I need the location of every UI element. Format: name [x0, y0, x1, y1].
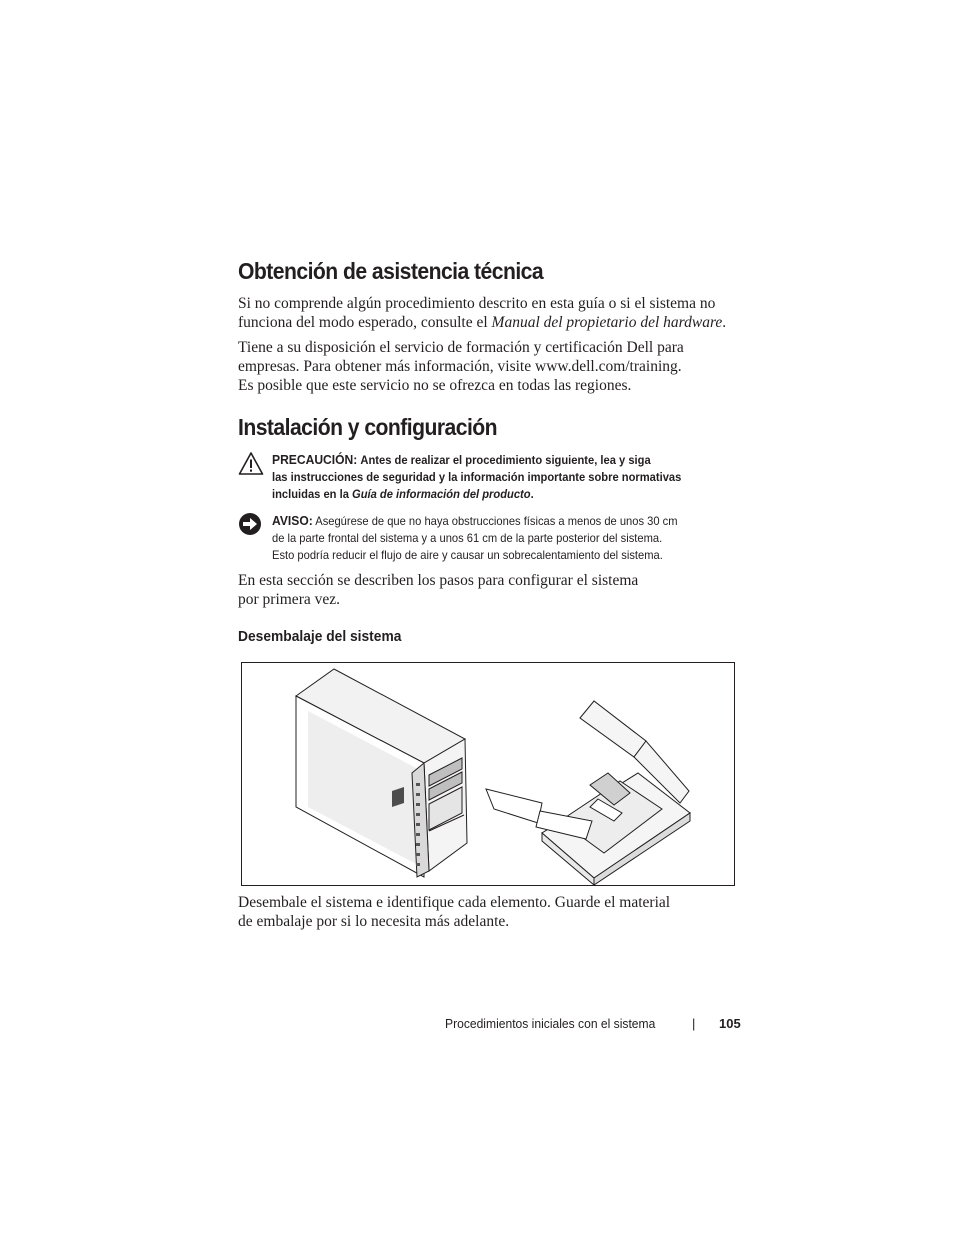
paragraph-desembalaje	[238, 893, 670, 931]
text-line	[238, 313, 726, 332]
unpacking-illustration	[242, 663, 734, 885]
text-fragment: .	[722, 314, 727, 331]
text-fragment: .	[677, 358, 682, 375]
footer-page-number: 105	[719, 1016, 741, 1031]
text-line	[272, 451, 681, 469]
section-title-asistencia: Obtención de asistencia técnica	[238, 258, 544, 284]
caution-note	[238, 451, 738, 505]
text-fragment: empresas. Para obtener más información, visite	[238, 358, 535, 375]
paragraph-intro	[238, 571, 638, 609]
text-fragment: funciona del modo esperado, consulte el	[238, 314, 492, 331]
notice-label: AVISO:	[272, 513, 313, 528]
section-title-instalacion: Instalación y configuración	[238, 414, 498, 440]
notice-arrow-icon	[238, 512, 264, 538]
subsection-title-desembalaje: Desembalaje del sistema	[238, 628, 402, 645]
text-line: Es posible que este servicio no se ofrezca en todas las regiones.	[238, 377, 632, 394]
text-fragment: Asegúrese de que no haya obstrucciones físicas a menos de unos 30 cm	[315, 514, 678, 528]
text-line: Si no comprende algún procedimiento descrito en esta guía o si el sistema no	[238, 295, 716, 312]
text-line: Tiene a su disposición el servicio de formación y certificación Dell para	[238, 339, 684, 356]
text-line: Esto podría reducir el flujo de aire y causar un sobrecalentamiento del sistema.	[272, 548, 663, 562]
text-line: por primera vez.	[238, 591, 340, 608]
tower-server-illustration	[296, 669, 467, 877]
caution-text	[272, 451, 712, 503]
text-line: Desembale el sistema e identifique cada elemento. Guarde el material	[238, 894, 671, 911]
text-fragment: .	[530, 487, 534, 501]
text-fragment: las instrucciones de seguridad y la información importante sobre normativas	[272, 470, 682, 484]
text-line: de embalaje por si lo necesita más adelante.	[238, 913, 510, 930]
training-url[interactable]: www.dell.com/training	[535, 358, 678, 375]
notice-text	[272, 512, 708, 564]
text-line	[272, 486, 681, 503]
open-box-illustration	[486, 701, 690, 885]
text-line	[238, 357, 684, 376]
footer-separator: |	[692, 1016, 696, 1031]
footer-running-title: Procedimientos iniciales con el sistema	[445, 1016, 656, 1031]
text-line: En esta sección se describen los pasos para configurar el sistema	[238, 572, 639, 589]
manual-title: Manual del propietario del hardware	[491, 314, 723, 331]
text-fragment: Antes de realizar el procedimiento siguiente, lea y siga	[360, 453, 651, 467]
text-line	[272, 469, 681, 486]
paragraph-asistencia-1	[238, 294, 726, 332]
paragraph-asistencia-2	[238, 338, 684, 395]
text-fragment: incluidas en la	[272, 487, 353, 501]
warning-triangle-icon	[238, 451, 264, 477]
notice-note	[238, 512, 738, 566]
unpacking-figure	[241, 662, 735, 886]
caution-label: PRECAUCIÓN:	[272, 452, 358, 467]
text-line: de la parte frontal del sistema y a unos 61 cm de la parte posterior del sistema.	[272, 531, 663, 545]
text-line	[272, 512, 678, 530]
product-guide-title: Guía de información del producto	[352, 487, 531, 501]
